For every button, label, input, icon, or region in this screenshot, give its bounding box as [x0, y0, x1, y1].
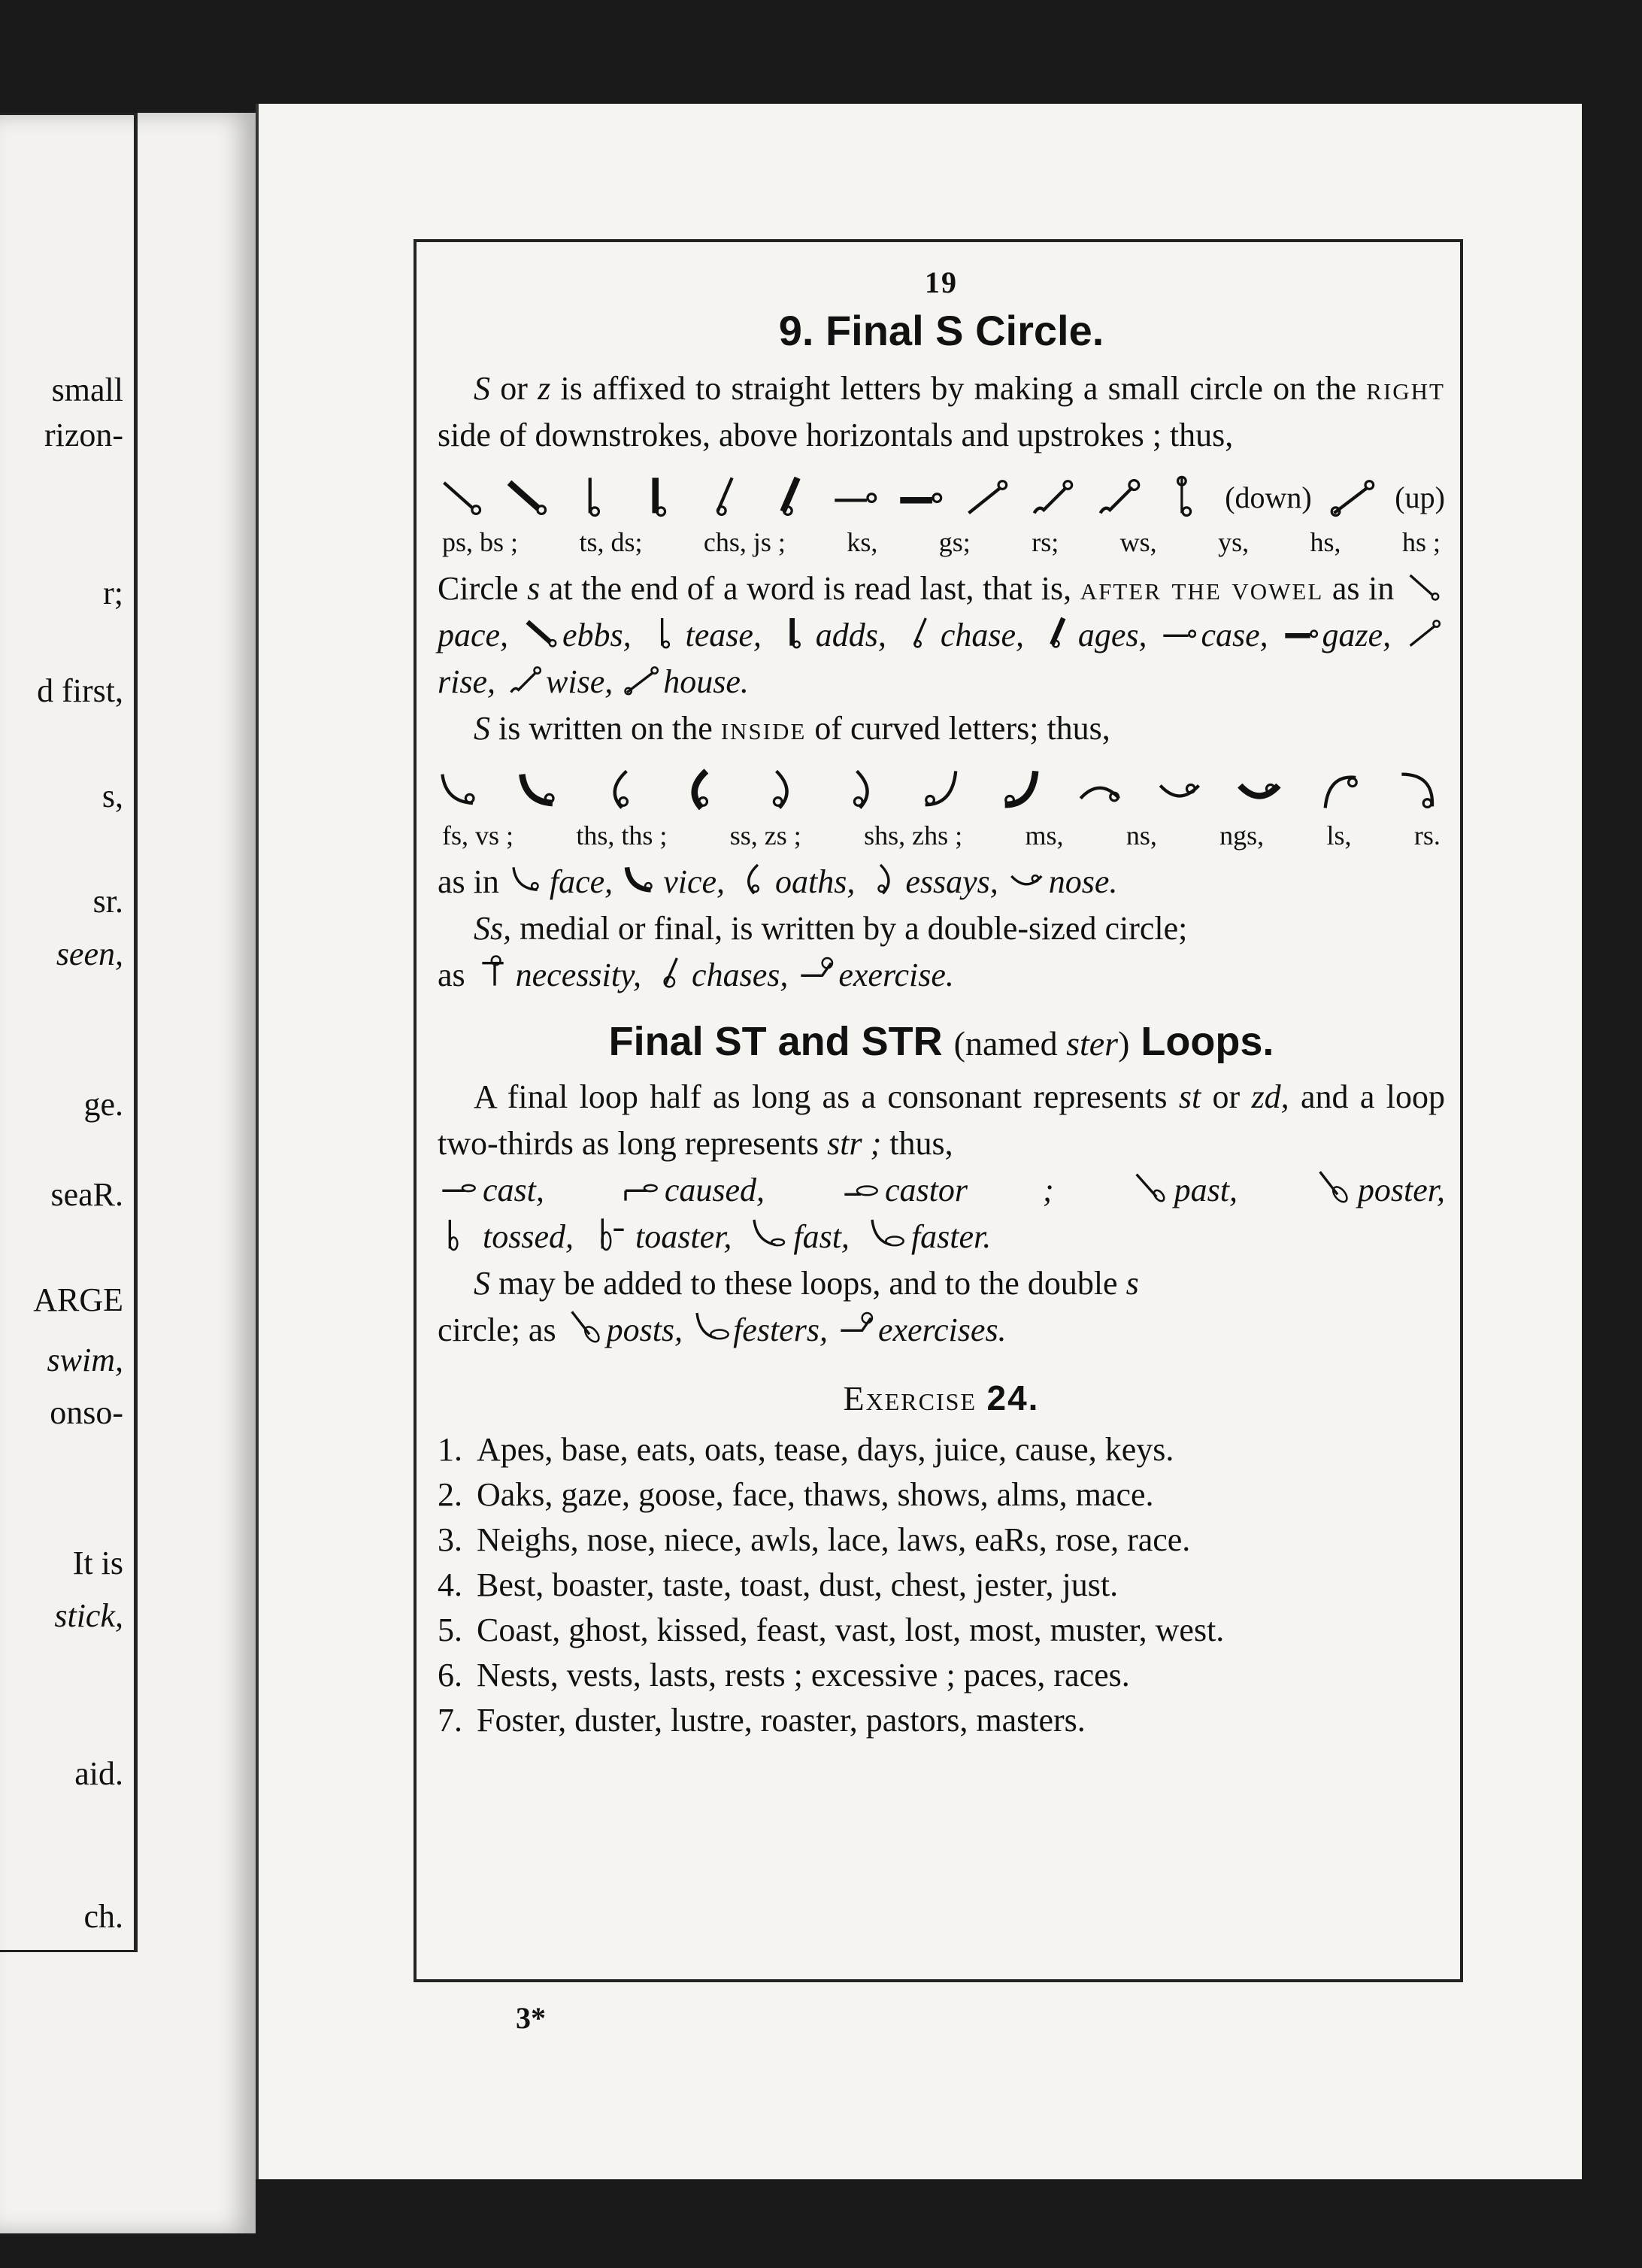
shorthand-glyph-icon — [635, 471, 683, 523]
shorthand-glyph-icon — [917, 764, 965, 817]
example-word: adds, — [815, 617, 886, 653]
shorthand-glyph-icon — [1036, 614, 1078, 652]
example-word: ebbs, — [562, 617, 632, 653]
left-page-text-fragment: seen, — [56, 935, 123, 972]
stroke-label: ss, zs ; — [729, 820, 801, 850]
shorthand-glyph-icon — [1237, 764, 1285, 817]
double-circle-paragraph: Ss, medial or final, is written by a double-sized circle; — [474, 910, 1188, 947]
shorthand-glyph-icon — [733, 861, 775, 899]
up-label: (up) — [1395, 480, 1445, 514]
shorthand-glyph-icon — [836, 1309, 878, 1347]
shorthand-glyph-icon — [507, 861, 550, 899]
left-page-text-fragment: small — [51, 371, 123, 408]
example-word: vice, — [663, 863, 725, 900]
shorthand-glyph-icon — [438, 764, 486, 817]
exercise-item: 2. Oaks, gaze, goose, face, thaws, shows, alms, mace. — [438, 1476, 1154, 1513]
stroke-label: ts, ds; — [579, 527, 643, 557]
page-content — [438, 265, 1445, 1743]
straight-strokes-row — [438, 468, 1445, 526]
curved-strokes-row — [438, 761, 1445, 820]
example-word: chase, — [940, 617, 1024, 653]
example-word: posts, — [606, 1311, 683, 1348]
shorthand-glyph-icon — [650, 954, 692, 992]
shorthand-glyph-icon — [474, 954, 516, 992]
exercise-item: 3. Neighs, nose, niece, awls, lace, laws, eaRs, rose, race. — [438, 1521, 1191, 1558]
example-word: toaster, — [635, 1218, 732, 1255]
example-word: chases, — [692, 957, 789, 993]
shorthand-glyph-icon — [1159, 614, 1201, 652]
left-page-text-fragment: aid. — [74, 1755, 123, 1792]
shorthand-glyph-icon — [503, 471, 551, 523]
example-word: poster, — [1357, 1172, 1446, 1208]
stroke-label: gs; — [938, 527, 971, 557]
exercise-heading: Exercise 24. — [843, 1378, 1040, 1418]
left-page-text-fragment: d first, — [37, 672, 123, 709]
circle-after-vowel-paragraph: Circle s at the end of a word is read last, that is, after the vowel as in pace, ebbs, tease, adds, chase, ages, case, gaze, rise, wise, house. — [438, 565, 1445, 705]
shorthand-glyph-icon — [840, 1169, 882, 1207]
shorthand-glyph-icon — [866, 1216, 908, 1254]
stroke-label: ps, bs ; — [442, 527, 519, 557]
stroke-label: chs, js ; — [703, 527, 786, 557]
example-word: wise, — [546, 663, 613, 700]
shorthand-glyph-icon — [1157, 764, 1205, 817]
left-page-text-fragment: It is — [72, 1545, 123, 1581]
shorthand-glyph-icon — [765, 471, 813, 523]
shorthand-glyph-icon — [1317, 764, 1365, 817]
example-word: fast, — [793, 1218, 850, 1255]
shorthand-glyph-icon — [565, 1309, 607, 1347]
example-word: face, — [549, 863, 613, 900]
example-word: essays, — [905, 863, 998, 900]
example-word: castor ; — [885, 1172, 1054, 1208]
example-word: exercise. — [838, 957, 954, 993]
stroke-label: ws, — [1119, 527, 1157, 557]
left-page-text-fragment: sr. — [92, 883, 123, 920]
left-page-text-fragment: ch. — [83, 1898, 123, 1935]
shorthand-glyph-icon — [898, 614, 941, 652]
shorthand-glyph-icon — [997, 764, 1045, 817]
shorthand-glyph-icon — [691, 1309, 733, 1347]
double-circle-examples: as necessity, chases, exercise. — [438, 952, 1445, 999]
example-word: oaths, — [775, 863, 856, 900]
example-word: nose. — [1048, 863, 1118, 900]
stroke-label: fs, vs ; — [442, 820, 514, 850]
exercise-item: 1. Apes, base, eats, oats, tease, days, juice, cause, keys. — [438, 1431, 1174, 1468]
shorthand-glyph-icon — [438, 471, 486, 523]
page-number: 19 — [925, 265, 958, 299]
shorthand-glyph-icon — [832, 471, 880, 523]
loops-plus-s-paragraph: S may be added to these loops, and to the double s — [474, 1265, 1139, 1302]
loops-examples-row1 — [438, 1167, 1445, 1214]
example-word: ages, — [1077, 617, 1147, 653]
shorthand-glyph-icon — [962, 471, 1010, 523]
stroke-label: shs, zhs ; — [864, 820, 963, 850]
shorthand-glyph-icon — [838, 764, 886, 817]
stroke-label: ns, — [1125, 820, 1157, 850]
shorthand-glyph-icon — [1159, 471, 1207, 523]
left-page-text-fragment: onso- — [50, 1394, 123, 1431]
shorthand-glyph-icon — [517, 764, 565, 817]
example-word: gaze, — [1322, 617, 1392, 653]
left-page-text-fragment: r; — [103, 575, 123, 611]
stroke-label: rs. — [1413, 820, 1441, 850]
intro-paragraph: S or z is affixed to straight letters by making a small circle on the right side of downstrokes, above horizontals and upstrokes ; thus, — [438, 370, 1445, 453]
shorthand-glyph-icon — [1129, 1169, 1171, 1207]
shorthand-glyph-icon — [621, 861, 663, 899]
example-word: necessity, — [515, 957, 642, 993]
left-page-text-fragment: stick, — [54, 1597, 123, 1634]
example-word: caused, — [664, 1172, 765, 1208]
example-word: tossed, — [483, 1218, 574, 1255]
shorthand-glyph-icon — [598, 764, 646, 817]
loops-plus-s-examples: circle; as posts, festers, exercises. — [438, 1307, 1445, 1354]
shorthand-glyph-icon — [438, 1216, 480, 1254]
shorthand-glyph-icon — [700, 471, 748, 523]
section-title-st-str-loops: Final ST and STR (named ster) Loops. — [608, 1019, 1274, 1064]
example-word: pace, — [438, 617, 509, 653]
example-word: tease, — [685, 617, 762, 653]
curved-examples-line: as in face, vice, oaths, essays, nose. — [438, 859, 1445, 905]
shorthand-glyph-icon — [748, 1216, 790, 1254]
stroke-label: ngs, — [1219, 820, 1265, 850]
stroke-label: ths, ths ; — [576, 820, 668, 850]
loops-examples-row2 — [438, 1214, 1445, 1260]
exercise-item: 6. Nests, vests, lasts, rests ; excessive ; paces, races. — [438, 1657, 1130, 1693]
shorthand-glyph-icon — [774, 614, 816, 652]
shorthand-glyph-icon — [1007, 861, 1049, 899]
shorthand-glyph-icon — [1397, 764, 1445, 817]
shorthand-glyph-icon — [621, 661, 663, 699]
shorthand-glyph-icon — [677, 764, 726, 817]
stroke-label: ls, — [1326, 820, 1352, 850]
exercise-item: 4. Best, boaster, taste, toast, dust, chest, jester, just. — [438, 1566, 1119, 1603]
example-word: exercises. — [877, 1311, 1007, 1348]
stroke-label: ys, — [1218, 527, 1250, 557]
straight-strokes-labels — [438, 526, 1445, 558]
stroke-label: ms, — [1025, 820, 1064, 850]
loops-paragraph: A final loop half as long as a consonant represents st or zd, and a loop two-thirds as long represents str ; thus, — [438, 1078, 1445, 1162]
shorthand-glyph-icon — [1094, 471, 1142, 523]
shorthand-glyph-icon — [1403, 614, 1445, 652]
shorthand-glyph-icon — [520, 614, 562, 652]
shorthand-glyph-icon — [796, 954, 838, 992]
section-title-final-s-circle: 9. Final S Circle. — [778, 307, 1104, 354]
shorthand-glyph-icon — [1403, 568, 1445, 605]
left-page-text-fragment: seaR. — [50, 1176, 123, 1213]
curved-strokes-labels — [438, 820, 1445, 851]
example-word: rise, — [438, 663, 495, 700]
shorthand-glyph-icon — [590, 1216, 632, 1254]
exercise-list — [438, 1427, 1445, 1743]
stroke-label: hs ; — [1401, 527, 1441, 557]
left-page-text-fragment: s, — [101, 778, 123, 814]
example-word: festers, — [733, 1311, 828, 1348]
shorthand-glyph-icon — [1028, 471, 1076, 523]
shorthand-glyph-icon — [1077, 764, 1125, 817]
exercise-item: 7. Foster, duster, lustre, roaster, pastors, masters. — [438, 1702, 1086, 1739]
shorthand-glyph-icon — [569, 471, 617, 523]
left-page-text-fragment: ARGE — [33, 1281, 123, 1318]
signature-mark: 3* — [516, 2001, 546, 2035]
curved-letters-paragraph: S is written on the inside of curved letters; thus, — [474, 710, 1110, 747]
left-page-frame — [0, 113, 138, 1952]
shorthand-glyph-icon — [863, 861, 905, 899]
down-label: (down) — [1225, 480, 1312, 514]
example-word: past, — [1174, 1172, 1238, 1208]
example-word: case, — [1201, 617, 1268, 653]
shorthand-glyph-icon — [1329, 471, 1377, 523]
left-page-text-fragment: swim, — [47, 1342, 123, 1378]
left-page-text-fragment: ge. — [83, 1086, 123, 1123]
left-page-text-fragment: rizon- — [44, 417, 123, 453]
shorthand-glyph-icon — [620, 1169, 662, 1207]
shorthand-glyph-icon — [1313, 1169, 1355, 1207]
shorthand-glyph-icon — [897, 471, 945, 523]
shorthand-glyph-icon — [438, 1169, 480, 1207]
example-word: house. — [663, 663, 749, 700]
shorthand-glyph-icon — [504, 661, 546, 699]
shorthand-glyph-icon — [1280, 614, 1322, 652]
stroke-label: hs, — [1310, 527, 1341, 557]
example-word: faster. — [910, 1218, 992, 1255]
shorthand-glyph-icon — [644, 614, 686, 652]
shorthand-glyph-icon — [757, 764, 805, 817]
example-word: cast, — [483, 1172, 544, 1208]
exercise-item: 5. Coast, ghost, kissed, feast, vast, lost, most, muster, west. — [438, 1612, 1225, 1648]
stroke-label: ks, — [847, 527, 878, 557]
stroke-label: rs; — [1032, 527, 1059, 557]
